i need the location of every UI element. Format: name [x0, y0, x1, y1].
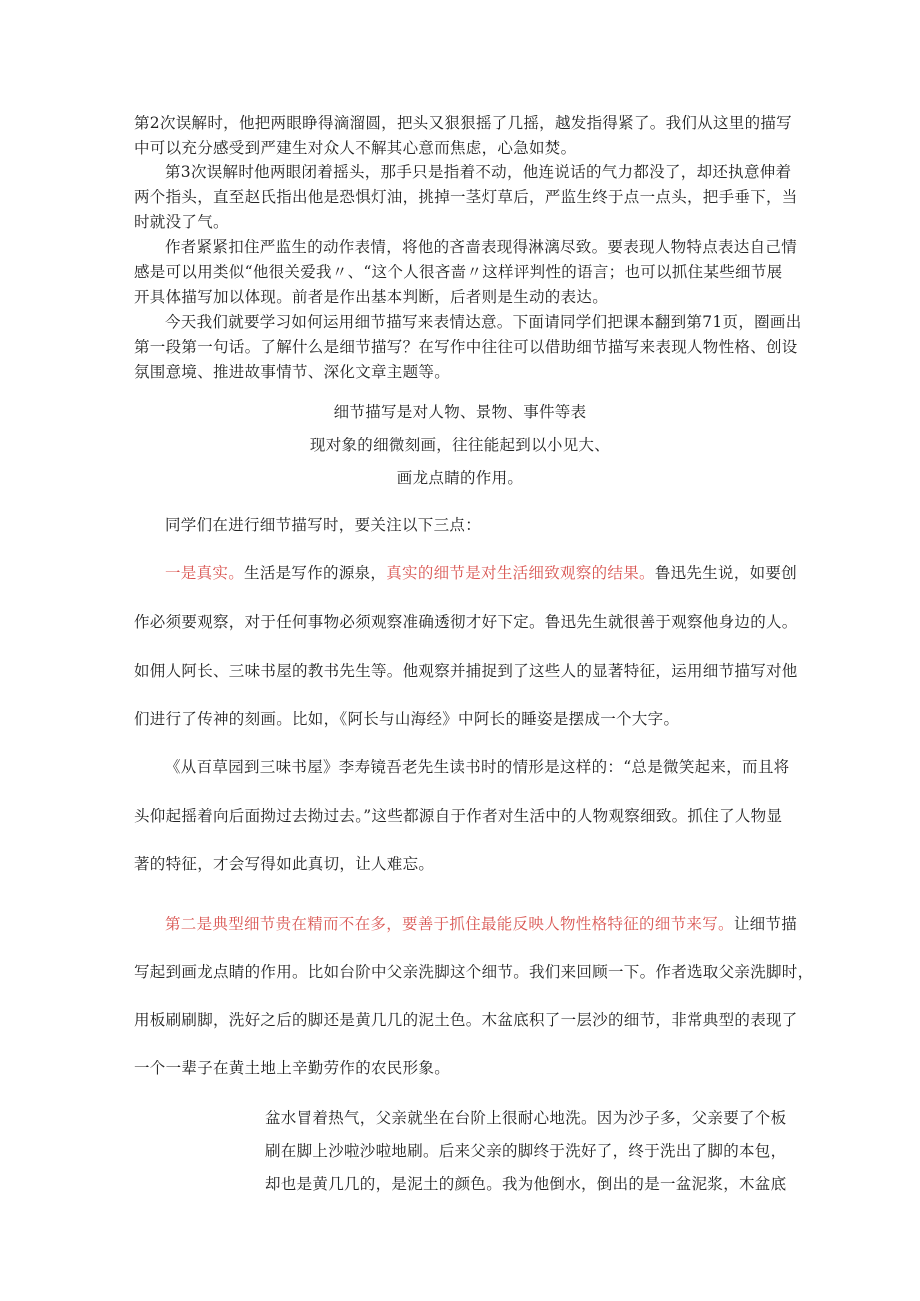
paragraph-line: 们进行了传神的刻画。比如，《阿长与山海经》中阿长的睡姿是摆成一个大字。 [134, 710, 680, 728]
point2-text: 让细节描 [733, 915, 798, 933]
paragraph-line: 如佣人阿长、三味书屋的教书先生等。他观察并捕捉到了这些人的显著特征，运用细节描写对他 [134, 662, 798, 680]
paragraph-line: 第2次误解时，他把两眼睁得滴溜圆，把头又狠狠摇了几摇，越发指得紧了。我们从这里的描写 [134, 114, 792, 132]
point1-text: 鲁迅先生说，如要创 [654, 564, 798, 582]
paragraph-line: 头仰起摇着向后面拗过去拗过去。”这些都源自于作者对生活中的人物观察细致。抓住了人物显 [134, 807, 783, 825]
paragraph-line: 感是可以用类似“他很关爱我〃、“这个人很吝啬〃这样评判性的语言；也可以抓住某些细节展 [134, 263, 783, 281]
excerpt-line: 刷在脚上沙啦沙啦地刷。后来父亲的脚终于洗好了，终于洗出了脚的本包， [265, 1142, 787, 1160]
paragraph-line: 作者紧紧扣住严监生的动作表情，将他的吝啬表现得淋漓尽致。要表现人物特点表达自己情 [165, 238, 798, 256]
definition-line: 细节描写是对人物、景物、事件等表 [333, 403, 587, 421]
definition-line: 画龙点睛的作用。 [396, 469, 524, 487]
excerpt-line: 盆水冒着热气，父亲就坐在台阶上很耐心地洗。因为沙子多，父亲要了个板 [265, 1109, 787, 1127]
point1-heading: 一是真实。 [165, 564, 245, 582]
paragraph-line: 《从百草园到三味书屋》李寿镜吾老先生读书时的情形是这样的：“总是微笑起来，而且将 [165, 758, 790, 776]
paragraph-line: 第一段第一句话。了解什么是细节描写？在写作中往往可以借助细节描写来表现人物性格、创设 [134, 338, 798, 356]
paragraph-line: 今天我们就要学习如何运用细节描写来表情达意。下面请同学们把课本翻到第71页，圈画出 [165, 313, 802, 331]
paragraph-line: 用板刷刷脚，洗好之后的脚还是黄几几的泥土色。木盆底积了一层沙的细节，非常典型的表现了 [134, 1011, 798, 1029]
paragraph-line: 第3次误解时他两眼闭着摇头，那手只是指着不动，他连说话的气力都没了，却还执意伸着 [165, 163, 792, 181]
definition-line: 现对象的细微刻画，往往能起到以小见大、 [309, 436, 611, 454]
paragraph-line: 时就没了气。 [134, 213, 229, 231]
point2-first-line [165, 912, 797, 934]
paragraph-line: 一个一辈子在黄土地上辛勤劳作的农民形象。 [134, 1059, 451, 1077]
point1-first-line [165, 561, 797, 583]
paragraph-line: 开具体描写加以体现。前者是作出基本判断，后者则是生动的表达。 [134, 288, 609, 306]
paragraph-line: 氛围意境、推进故事情节、深化文章主题等。 [134, 363, 451, 381]
paragraph-line: 两个指头，直至赵氏指出他是恐惧灯油，挑掉一茎灯草后，严监生终于点一点头，把手垂下，当 [134, 188, 798, 206]
paragraph-line: 中可以充分感受到严建生对众人不解其心意而焦虑，心急如焚。 [134, 139, 577, 157]
point2-heading: 第二是典型细节贵在精而不在多，要善于抓住最能反映人物性格特征的细节来写。 [165, 915, 734, 933]
paragraph-line: 写起到画龙点睛的作用。比如台阶中父亲洗脚这个细节。我们来回顾一下。作者选取父亲洗脚时， [134, 963, 814, 981]
paragraph-line: 作必须要观察，对于任何事物必须观察准确透彻才好下定。鲁迅先生就很善于观察他身边的人。 [134, 613, 798, 631]
point1-emphasis: 真实的细节是对生活细致观察的结果。 [386, 564, 655, 582]
paragraph-line: 著的特征，才会写得如此真切，让人难忘。 [134, 855, 435, 873]
point1-text: 生活是写作的源泉， [244, 564, 387, 582]
intro-line: 同学们在进行细节描写时，要关注以下三点： [165, 516, 482, 534]
excerpt-line: 却也是黄几几的，是泥土的颜色。我为他倒水，倒出的是一盆泥浆，木盆底 [265, 1175, 787, 1193]
